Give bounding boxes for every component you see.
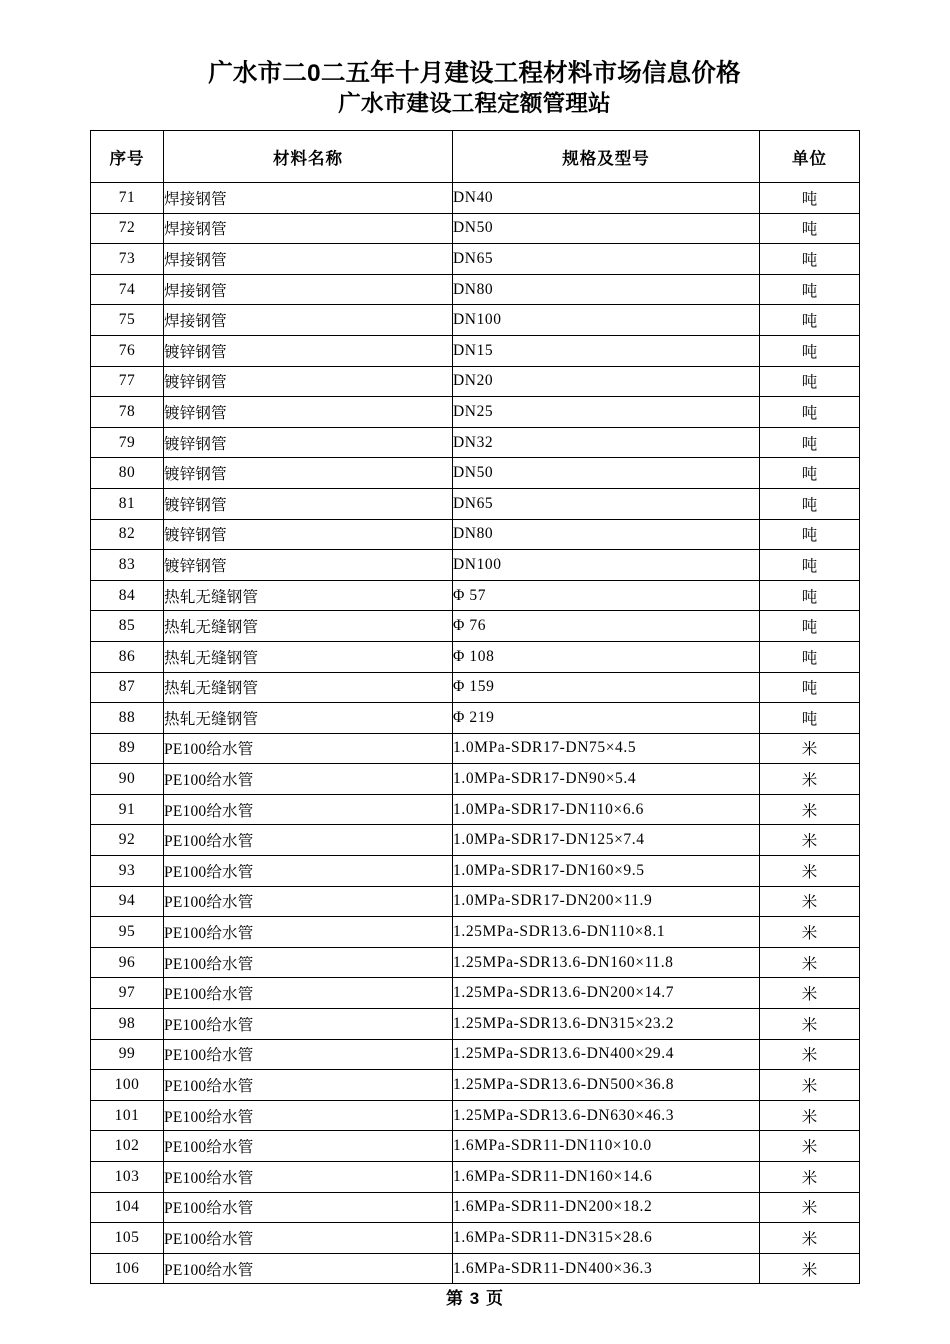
cell-material-name: 镀锌钢管 — [164, 488, 453, 519]
cell-material-name: 镀锌钢管 — [164, 519, 453, 550]
cell-specification: 1.0MPa-SDR17-DN125×7.4 — [453, 825, 760, 856]
cell-sequence-number: 93 — [91, 856, 164, 887]
table-row — [91, 580, 860, 611]
cell-specification: 1.25MPa-SDR13.6-DN200×14.7 — [453, 978, 760, 1009]
cell-unit: 米 — [760, 1131, 860, 1162]
table-row — [91, 458, 860, 489]
document-title-block — [90, 58, 859, 119]
cell-sequence-number: 94 — [91, 886, 164, 917]
cell-material-name: PE100给水管 — [164, 794, 453, 825]
cell-sequence-number: 85 — [91, 611, 164, 642]
cell-specification: DN40 — [453, 183, 760, 214]
cell-unit: 米 — [760, 1100, 860, 1131]
cell-unit: 吨 — [760, 213, 860, 244]
column-header-name: 材料名称 — [164, 131, 453, 183]
cell-unit: 米 — [760, 794, 860, 825]
table-row — [91, 886, 860, 917]
cell-material-name: 镀锌钢管 — [164, 427, 453, 458]
cell-material-name: PE100给水管 — [164, 1162, 453, 1193]
cell-material-name: 热轧无缝钢管 — [164, 641, 453, 672]
cell-specification: 1.6MPa-SDR11-DN110×10.0 — [453, 1131, 760, 1162]
cell-sequence-number: 75 — [91, 305, 164, 336]
cell-unit: 吨 — [760, 488, 860, 519]
cell-sequence-number: 100 — [91, 1070, 164, 1101]
cell-sequence-number: 83 — [91, 550, 164, 581]
table-row — [91, 1009, 860, 1040]
cell-sequence-number: 79 — [91, 427, 164, 458]
cell-specification: 1.6MPa-SDR11-DN315×28.6 — [453, 1223, 760, 1254]
cell-material-name: PE100给水管 — [164, 1253, 453, 1284]
table-row — [91, 335, 860, 366]
page-footer: 第 3 页 — [446, 1289, 504, 1308]
cell-material-name: 热轧无缝钢管 — [164, 672, 453, 703]
cell-specification: 1.0MPa-SDR17-DN160×9.5 — [453, 856, 760, 887]
cell-sequence-number: 73 — [91, 244, 164, 275]
table-row — [91, 244, 860, 275]
cell-sequence-number: 81 — [91, 488, 164, 519]
cell-specification: DN25 — [453, 397, 760, 428]
cell-sequence-number: 86 — [91, 641, 164, 672]
table-row — [91, 733, 860, 764]
cell-material-name: PE100给水管 — [164, 1223, 453, 1254]
cell-sequence-number: 88 — [91, 703, 164, 734]
cell-sequence-number: 104 — [91, 1192, 164, 1223]
table-row — [91, 550, 860, 581]
cell-sequence-number: 77 — [91, 366, 164, 397]
cell-material-name: PE100给水管 — [164, 978, 453, 1009]
cell-material-name: PE100给水管 — [164, 733, 453, 764]
cell-unit: 米 — [760, 978, 860, 1009]
cell-unit: 吨 — [760, 366, 860, 397]
table-row — [91, 397, 860, 428]
cell-sequence-number: 91 — [91, 794, 164, 825]
table-row — [91, 427, 860, 458]
cell-unit: 米 — [760, 825, 860, 856]
cell-material-name: PE100给水管 — [164, 1009, 453, 1040]
cell-unit: 吨 — [760, 641, 860, 672]
table-header-row — [91, 131, 860, 183]
cell-specification: DN32 — [453, 427, 760, 458]
cell-unit: 吨 — [760, 427, 860, 458]
cell-material-name: PE100给水管 — [164, 825, 453, 856]
material-price-table — [90, 130, 860, 1284]
table-row — [91, 274, 860, 305]
cell-unit: 吨 — [760, 183, 860, 214]
cell-sequence-number: 89 — [91, 733, 164, 764]
cell-specification: 1.0MPa-SDR17-DN200×11.9 — [453, 886, 760, 917]
cell-unit: 吨 — [760, 397, 860, 428]
table-row — [91, 703, 860, 734]
cell-sequence-number: 96 — [91, 947, 164, 978]
cell-unit: 米 — [760, 856, 860, 887]
column-header-no: 序号 — [91, 131, 164, 183]
cell-sequence-number: 92 — [91, 825, 164, 856]
cell-unit: 吨 — [760, 305, 860, 336]
cell-specification: 1.25MPa-SDR13.6-DN315×23.2 — [453, 1009, 760, 1040]
table-row — [91, 366, 860, 397]
cell-material-name: 焊接钢管 — [164, 305, 453, 336]
cell-unit: 吨 — [760, 335, 860, 366]
cell-unit: 米 — [760, 1070, 860, 1101]
table-row — [91, 1223, 860, 1254]
cell-specification: Φ 57 — [453, 580, 760, 611]
cell-material-name: PE100给水管 — [164, 1192, 453, 1223]
cell-specification: 1.6MPa-SDR11-DN160×14.6 — [453, 1162, 760, 1193]
cell-unit: 吨 — [760, 611, 860, 642]
table-row — [91, 978, 860, 1009]
cell-specification: 1.0MPa-SDR17-DN90×5.4 — [453, 764, 760, 795]
cell-unit: 米 — [760, 764, 860, 795]
cell-specification: 1.25MPa-SDR13.6-DN630×46.3 — [453, 1100, 760, 1131]
cell-specification: 1.25MPa-SDR13.6-DN110×8.1 — [453, 917, 760, 948]
cell-material-name: 焊接钢管 — [164, 244, 453, 275]
cell-material-name: PE100给水管 — [164, 1100, 453, 1131]
cell-specification: DN80 — [453, 519, 760, 550]
table-row — [91, 1039, 860, 1070]
cell-material-name: PE100给水管 — [164, 764, 453, 795]
cell-specification: 1.0MPa-SDR17-DN110×6.6 — [453, 794, 760, 825]
cell-specification: DN65 — [453, 244, 760, 275]
cell-specification: DN15 — [453, 335, 760, 366]
cell-material-name: 焊接钢管 — [164, 183, 453, 214]
cell-specification: Φ 159 — [453, 672, 760, 703]
cell-material-name: 热轧无缝钢管 — [164, 703, 453, 734]
cell-unit: 米 — [760, 886, 860, 917]
cell-sequence-number: 76 — [91, 335, 164, 366]
table-row — [91, 794, 860, 825]
cell-unit: 吨 — [760, 703, 860, 734]
table-row — [91, 1070, 860, 1101]
cell-unit: 米 — [760, 1009, 860, 1040]
column-header-unit: 单位 — [760, 131, 860, 183]
cell-material-name: PE100给水管 — [164, 1131, 453, 1162]
cell-sequence-number: 106 — [91, 1253, 164, 1284]
cell-material-name: PE100给水管 — [164, 856, 453, 887]
table-row — [91, 183, 860, 214]
table-row — [91, 856, 860, 887]
cell-sequence-number: 82 — [91, 519, 164, 550]
page-title: 广水市二0二五年十月建设工程材料市场信息价格 — [208, 60, 741, 87]
cell-material-name: 镀锌钢管 — [164, 550, 453, 581]
cell-sequence-number: 84 — [91, 580, 164, 611]
cell-material-name: 焊接钢管 — [164, 213, 453, 244]
table-row — [91, 1131, 860, 1162]
cell-specification: DN50 — [453, 213, 760, 244]
cell-unit: 吨 — [760, 458, 860, 489]
table-row — [91, 213, 860, 244]
cell-unit: 米 — [760, 947, 860, 978]
cell-specification: 1.25MPa-SDR13.6-DN400×29.4 — [453, 1039, 760, 1070]
table-row — [91, 1100, 860, 1131]
table-row — [91, 488, 860, 519]
cell-specification: DN80 — [453, 274, 760, 305]
cell-sequence-number: 105 — [91, 1223, 164, 1254]
cell-material-name: PE100给水管 — [164, 947, 453, 978]
cell-unit: 米 — [760, 917, 860, 948]
cell-material-name: 镀锌钢管 — [164, 335, 453, 366]
cell-unit: 吨 — [760, 519, 860, 550]
table-row — [91, 764, 860, 795]
cell-unit: 米 — [760, 1253, 860, 1284]
cell-sequence-number: 71 — [91, 183, 164, 214]
page-subtitle: 广水市建设工程定额管理站 — [338, 91, 611, 116]
cell-material-name: PE100给水管 — [164, 886, 453, 917]
cell-sequence-number: 97 — [91, 978, 164, 1009]
cell-specification: 1.25MPa-SDR13.6-DN500×36.8 — [453, 1070, 760, 1101]
cell-sequence-number: 98 — [91, 1009, 164, 1040]
cell-unit: 米 — [760, 1039, 860, 1070]
cell-unit: 米 — [760, 1162, 860, 1193]
cell-unit: 米 — [760, 1223, 860, 1254]
cell-material-name: PE100给水管 — [164, 917, 453, 948]
cell-material-name: 镀锌钢管 — [164, 366, 453, 397]
cell-unit: 吨 — [760, 672, 860, 703]
cell-sequence-number: 90 — [91, 764, 164, 795]
cell-specification: DN100 — [453, 550, 760, 581]
table-row — [91, 641, 860, 672]
table-row — [91, 947, 860, 978]
cell-unit: 吨 — [760, 244, 860, 275]
cell-sequence-number: 72 — [91, 213, 164, 244]
cell-material-name: PE100给水管 — [164, 1070, 453, 1101]
cell-specification: 1.25MPa-SDR13.6-DN160×11.8 — [453, 947, 760, 978]
cell-specification: Φ 108 — [453, 641, 760, 672]
table-row — [91, 1192, 860, 1223]
table-body — [91, 183, 860, 1284]
table-row — [91, 917, 860, 948]
cell-unit: 吨 — [760, 580, 860, 611]
cell-sequence-number: 101 — [91, 1100, 164, 1131]
cell-specification: Φ 76 — [453, 611, 760, 642]
cell-specification: 1.6MPa-SDR11-DN200×18.2 — [453, 1192, 760, 1223]
cell-material-name: 焊接钢管 — [164, 274, 453, 305]
table-row — [91, 672, 860, 703]
table-row — [91, 1162, 860, 1193]
cell-sequence-number: 80 — [91, 458, 164, 489]
cell-specification: DN65 — [453, 488, 760, 519]
cell-specification: 1.6MPa-SDR11-DN400×36.3 — [453, 1253, 760, 1284]
cell-specification: 1.0MPa-SDR17-DN75×4.5 — [453, 733, 760, 764]
cell-material-name: 热轧无缝钢管 — [164, 580, 453, 611]
cell-specification: Φ 219 — [453, 703, 760, 734]
table-row — [91, 305, 860, 336]
cell-material-name: 镀锌钢管 — [164, 397, 453, 428]
cell-sequence-number: 99 — [91, 1039, 164, 1070]
cell-unit: 吨 — [760, 274, 860, 305]
cell-unit: 吨 — [760, 550, 860, 581]
cell-sequence-number: 87 — [91, 672, 164, 703]
cell-sequence-number: 103 — [91, 1162, 164, 1193]
column-header-spec: 规格及型号 — [453, 131, 760, 183]
cell-sequence-number: 74 — [91, 274, 164, 305]
cell-specification: DN50 — [453, 458, 760, 489]
table-row — [91, 611, 860, 642]
table-row — [91, 519, 860, 550]
table-row — [91, 825, 860, 856]
cell-material-name: 镀锌钢管 — [164, 458, 453, 489]
cell-material-name: 热轧无缝钢管 — [164, 611, 453, 642]
cell-unit: 米 — [760, 733, 860, 764]
table-row — [91, 1253, 860, 1284]
cell-specification: DN20 — [453, 366, 760, 397]
cell-sequence-number: 102 — [91, 1131, 164, 1162]
cell-material-name: PE100给水管 — [164, 1039, 453, 1070]
cell-sequence-number: 78 — [91, 397, 164, 428]
cell-unit: 米 — [760, 1192, 860, 1223]
cell-specification: DN100 — [453, 305, 760, 336]
cell-sequence-number: 95 — [91, 917, 164, 948]
